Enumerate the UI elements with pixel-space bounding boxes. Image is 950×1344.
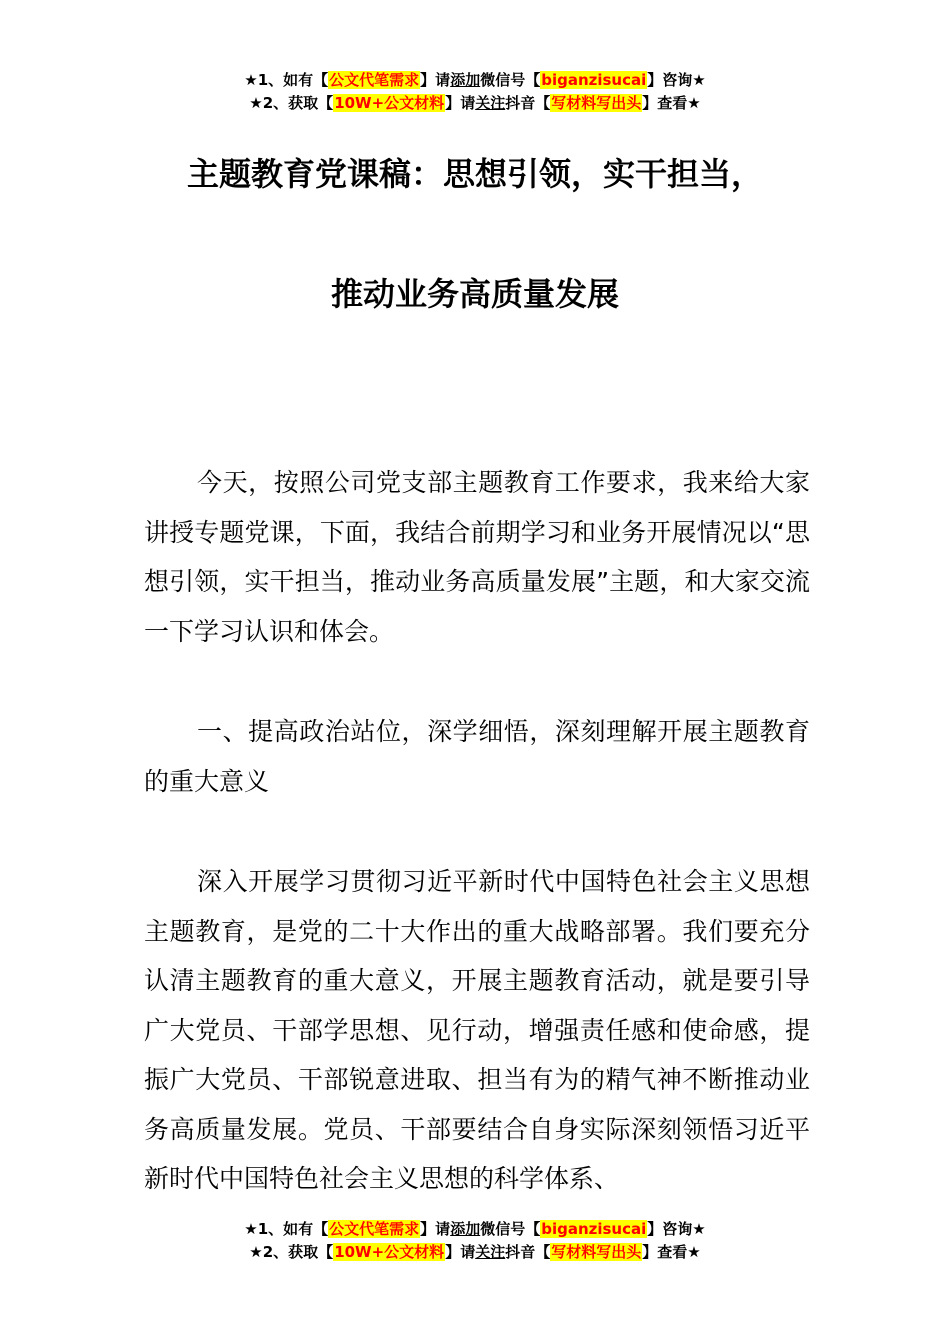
body-paragraph: 深入开展学习贯彻习近平新时代中国特色社会主义思想主题教育，是党的二十大作出的重大战略部署。我们要充分认清主题教育的重大意义，开展主题教育活动，就是要引导广大党员、干部学思想、见行动，增强责任感和使命感，提振广大党员、干部锐意进取、担当有为的精气神不断推动业务高质量发展。党员、干部要结合自身实际深刻领悟习近平新时代中国特色社会主义思想的科学体系、: [144, 867, 810, 1193]
promo-highlight: biganzisucai: [541, 71, 647, 89]
promo-highlight: 写材料写出头: [551, 94, 642, 112]
promo-highlight: biganzisucai: [541, 1220, 647, 1238]
promo-highlight: 公文代笔需求: [329, 71, 420, 89]
promo-text: 】请: [420, 71, 451, 89]
promo-highlight: 公文代笔需求: [329, 1220, 420, 1238]
promo-line-1: [0, 1218, 950, 1241]
footer-promo-banner: [0, 1218, 950, 1264]
promo-line-1: [0, 69, 950, 92]
promo-text: 抖音【: [505, 94, 551, 112]
promo-line-2: [0, 92, 950, 115]
document-title-line-2: 推动业务高质量发展: [330, 275, 619, 313]
promo-text: 微信号【: [480, 1220, 541, 1238]
promo-line-2: [0, 1241, 950, 1264]
promo-text: ★1、如有【: [244, 1220, 329, 1238]
promo-text: 】请: [445, 94, 476, 112]
promo-underlined: 添加: [450, 71, 481, 89]
header-promo-banner: [0, 69, 950, 115]
promo-highlight: 写材料写出头: [551, 1243, 642, 1261]
promo-text: 】查看★: [642, 1243, 701, 1261]
promo-text: ★2、获取【: [249, 94, 334, 112]
promo-text: ★2、获取【: [249, 1243, 334, 1261]
promo-text: 】查看★: [642, 94, 701, 112]
promo-text: 】请: [445, 1243, 476, 1261]
promo-text: 微信号【: [480, 71, 541, 89]
promo-text: 抖音【: [505, 1243, 551, 1261]
promo-text: ★1、如有【: [244, 71, 329, 89]
promo-text: 】请: [420, 1220, 451, 1238]
body-paragraph: 今天，按照公司党支部主题教育工作要求，我来给大家讲授专题党课，下面，我结合前期学习和业务开展情况以“思想引领，实干担当，推动业务高质量发展”主题，和大家交流一下学习认识和体会。: [144, 468, 810, 646]
promo-text: 】咨询★: [647, 71, 706, 89]
document-title-line-1: 主题教育党课稿：思想引领，实干担当，: [186, 155, 763, 193]
section-heading: 一、提高政治站位，深学细悟，深刻理解开展主题教育的重大意义: [144, 717, 810, 796]
promo-underlined: 关注: [475, 1243, 506, 1261]
promo-underlined: 关注: [475, 94, 506, 112]
promo-underlined: 添加: [450, 1220, 481, 1238]
promo-text: 】咨询★: [647, 1220, 706, 1238]
promo-highlight: 10W+公文材料: [334, 1243, 445, 1261]
promo-highlight: 10W+公文材料: [334, 94, 445, 112]
